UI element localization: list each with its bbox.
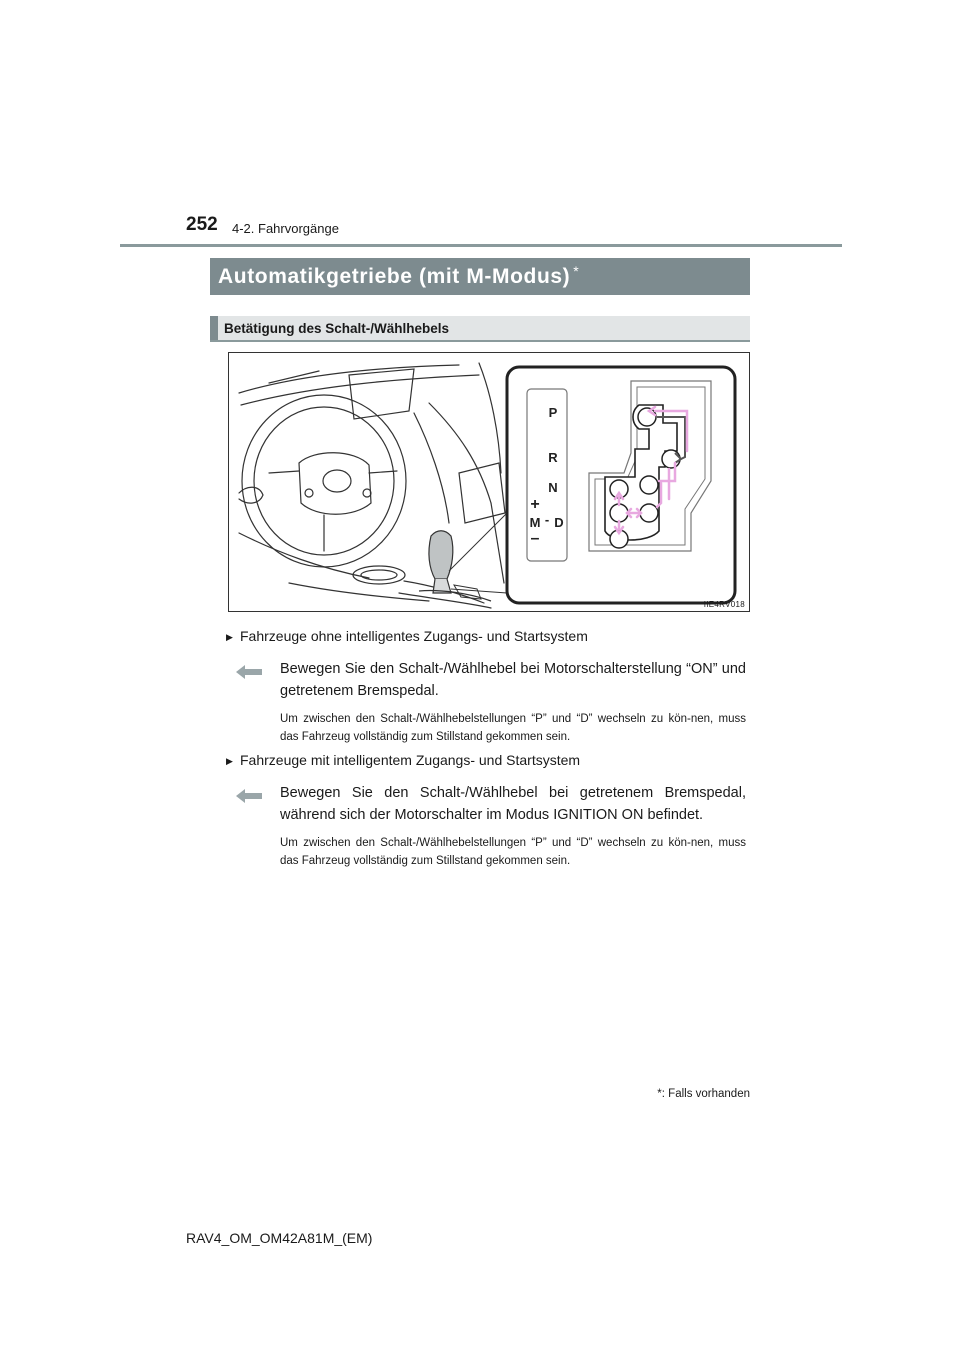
gate-label-r: R <box>548 450 558 465</box>
gate-label-dash: - <box>544 512 550 527</box>
bullet-text: Fahrzeuge ohne intelligentes Zugangs- und Startsystem <box>240 628 588 644</box>
gate-label-n: N <box>548 480 558 495</box>
note-text: Um zwischen den Schalt-/Wählhebelstellungen “P” und “D” wechseln zu kön-nen, muss das Fahrzeug vollständig zum Stillstand gekommen sein. <box>280 713 746 743</box>
page-number: 252 <box>186 214 218 235</box>
bullet-item <box>226 628 588 644</box>
gate-label-minus: – <box>530 530 540 547</box>
footnote <box>657 1088 750 1100</box>
dashboard-line-art <box>239 363 505 608</box>
section-title <box>210 258 750 295</box>
instruction-arrow-icon <box>236 664 262 680</box>
note-text: Um zwischen den Schalt-/Wählhebelstellungen “P” und “D” wechseln zu kön-nen, muss das Fahrzeug vollständig zum Stillstand gekommen sein. <box>280 837 746 867</box>
gate-label-d: D <box>554 515 564 530</box>
instruction-text: Bewegen Sie den Schalt-/Wählhebel bei getretenem Bremspedal, während sich der Motorschalter im Modus IGNITION ON befindet. <box>280 785 746 823</box>
subsection-accent-bar <box>210 316 218 340</box>
illustration-drawing <box>229 353 750 612</box>
asterisk-marker: * <box>573 263 580 279</box>
instruction-arrow-icon <box>236 788 262 804</box>
shift-lever-illustration <box>228 352 750 612</box>
figure-code: IIE4RV018 <box>703 600 745 609</box>
callout-line-top <box>449 513 507 571</box>
bullet-item <box>226 752 580 768</box>
callout-line-bottom <box>451 589 507 593</box>
triangle-bullet-icon: ▶ <box>226 632 233 642</box>
instruction-text: Bewegen Sie den Schalt-/Wählhebel bei Motorschalterstellung “ON” und getretenem Bremspedal. <box>280 661 746 699</box>
gate-label-p: P <box>548 405 558 420</box>
header-rule <box>120 244 842 247</box>
section-title-text: Automatikgetriebe (mit M-Modus) <box>218 265 571 288</box>
gate-label-plus: + <box>530 496 540 513</box>
shift-lever-drawing <box>419 531 491 601</box>
chapter-title: 4-2. Fahrvorgänge <box>232 221 339 236</box>
footnote-asterisk: * <box>657 1088 662 1100</box>
triangle-bullet-icon: ▶ <box>226 756 233 766</box>
subsection-header <box>210 316 750 342</box>
subsection-title: Betätigung des Schalt-/Wählhebels <box>224 321 450 336</box>
document-code: RAV4_OM_OM42A81M_(EM) <box>186 1230 373 1246</box>
gate-label-m: M <box>529 515 541 530</box>
footnote-text: : Falls vorhanden <box>661 1088 750 1100</box>
bullet-text: Fahrzeuge mit intelligentem Zugangs- und Startsystem <box>240 752 581 768</box>
